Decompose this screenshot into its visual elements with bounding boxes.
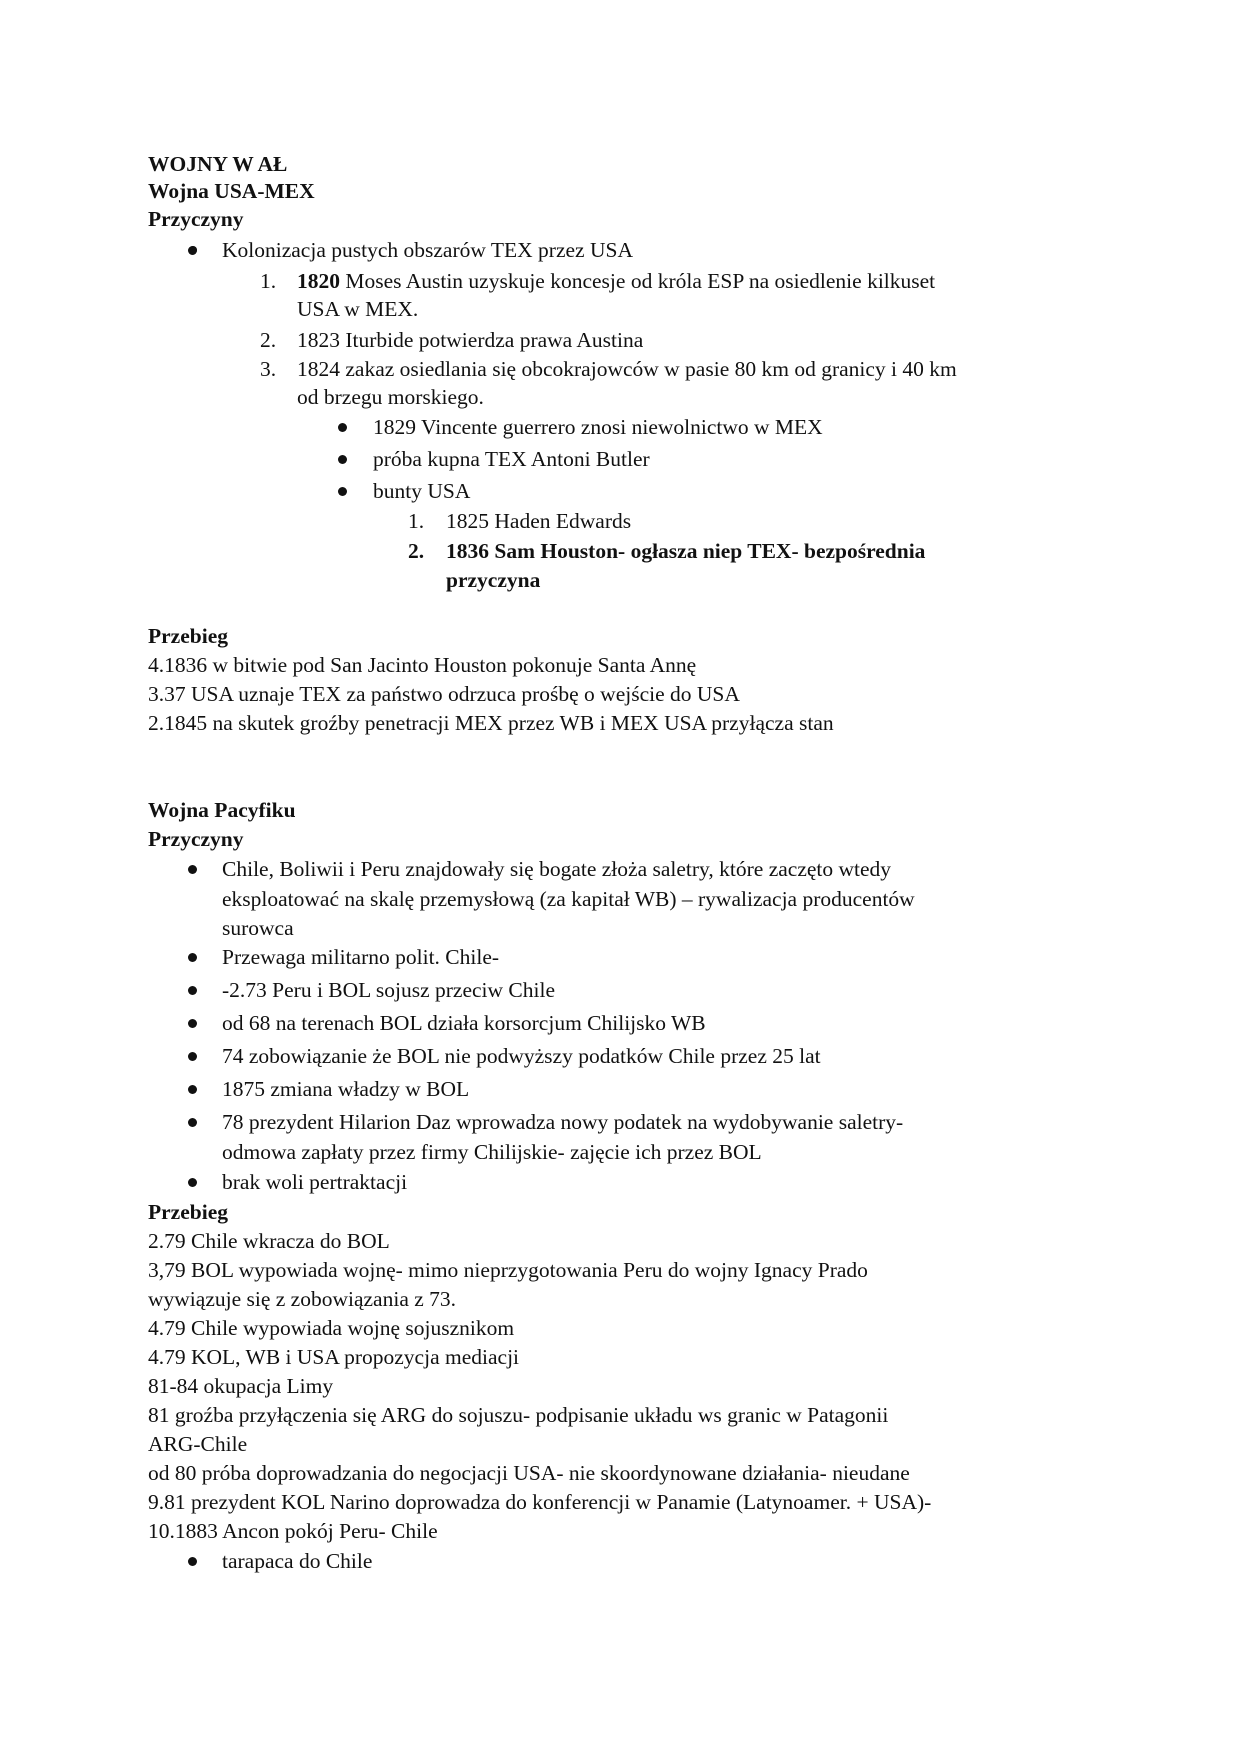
text-line: 10.1883 Ancon pokój Peru- Chile bbox=[148, 1519, 438, 1543]
bullet-dot bbox=[188, 1085, 197, 1094]
bullet-item: brak woli pertraktacji bbox=[222, 1170, 408, 1194]
bullet-dot bbox=[188, 986, 197, 995]
bullet-dot bbox=[338, 455, 347, 464]
bullet-dot bbox=[188, 246, 197, 255]
bullet-item: tarapaca do Chile bbox=[222, 1549, 373, 1573]
bullet-item-continuation: odmowa zapłaty przez firmy Chilijskie- zajęcie ich przez BOL bbox=[222, 1140, 762, 1164]
text-line: 3,79 BOL wypowiada wojnę- mimo nieprzygotowania Peru do wojny Ignacy Prado bbox=[148, 1258, 868, 1282]
list-item: 1820 Moses Austin uzyskuje koncesje od króla ESP na osiedlenie kilkuset bbox=[297, 269, 936, 293]
bullet-item: Przewaga militarno polit. Chile- bbox=[222, 945, 500, 969]
list-item-continuation: USA w MEX. bbox=[297, 297, 419, 321]
section-heading-pacific: Wojna Pacyfiku bbox=[148, 798, 296, 822]
bullet-item: Chile, Boliwii i Peru znajdowały się bogate złoża saletry, które zaczęto wtedy bbox=[222, 857, 892, 881]
text-line: 81-84 okupacja Limy bbox=[148, 1374, 334, 1398]
list-item: 1824 zakaz osiedlania się obcokrajowców w pasie 80 km od granicy i 40 km bbox=[297, 357, 957, 381]
document-title: WOJNY W AŁ bbox=[148, 152, 288, 176]
bullet-dot bbox=[188, 1178, 197, 1187]
list-number: 2. bbox=[260, 328, 277, 352]
text-line: 4.79 KOL, WB i USA propozycja mediacji bbox=[148, 1345, 520, 1369]
text-line: 3.37 USA uznaje TEX za państwo odrzuca prośbę o wejście do USA bbox=[148, 682, 740, 706]
bullet-dot bbox=[188, 1019, 197, 1028]
text-line: 4.1836 w bitwie pod San Jacinto Houston pokonuje Santa Annę bbox=[148, 653, 697, 677]
bullet-item: od 68 na terenach BOL działa korsorcjum Chilijsko WB bbox=[222, 1011, 706, 1035]
text-line: 4.79 Chile wypowiada wojnę sojusznikom bbox=[148, 1316, 515, 1340]
text-line: 81 groźba przyłączenia się ARG do sojuszu- podpisanie układu ws granic w Patagonii bbox=[148, 1403, 889, 1427]
bullet-dot bbox=[338, 423, 347, 432]
text-line: od 80 próba doprowadzania do negocjacji USA- nie skoordynowane działania- nieudane bbox=[148, 1461, 910, 1485]
text-line: 2.1845 na skutek groźby penetracji MEX przez WB i MEX USA przyłącza stan bbox=[148, 711, 834, 735]
list-number: 3. bbox=[260, 357, 277, 381]
bullet-dot bbox=[188, 1557, 197, 1566]
list-item-continuation: przyczyna bbox=[446, 568, 541, 592]
text-line: wywiązuje się z zobowiązania z 73. bbox=[148, 1287, 457, 1311]
text-line: 2.79 Chile wkracza do BOL bbox=[148, 1229, 390, 1253]
list-item-continuation: od brzegu morskiego. bbox=[297, 385, 484, 409]
bullet-dot bbox=[338, 487, 347, 496]
course-label: Przebieg bbox=[148, 1200, 228, 1224]
bullet-dot bbox=[188, 865, 197, 874]
list-item: 1825 Haden Edwards bbox=[446, 509, 632, 533]
sub-bullet-item: bunty USA bbox=[373, 479, 471, 503]
bullet-item: -2.73 Peru i BOL sojusz przeciw Chile bbox=[222, 978, 555, 1002]
bullet-item: 1875 zmiana władzy w BOL bbox=[222, 1077, 470, 1101]
section-heading-usa-mex: Wojna USA-MEX bbox=[148, 179, 315, 203]
sub-bullet-item: 1829 Vincente guerrero znosi niewolnictwo w MEX bbox=[373, 415, 823, 439]
bullet-item: 78 prezydent Hilarion Daz wprowadza nowy podatek na wydobywanie saletry- bbox=[222, 1110, 904, 1134]
bullet-dot bbox=[188, 1118, 197, 1127]
bullet-item-continuation: surowca bbox=[222, 916, 294, 940]
text-line: ARG-Chile bbox=[148, 1432, 248, 1456]
bullet-item: Kolonizacja pustych obszarów TEX przez USA bbox=[222, 238, 633, 262]
list-item: 1823 Iturbide potwierdza prawa Austina bbox=[297, 328, 644, 352]
list-item: 1836 Sam Houston- ogłasza niep TEX- bezpośrednia bbox=[446, 539, 926, 563]
bullet-item-continuation: eksploatować na skalę przemysłową (za kapitał WB) – rywalizacja producentów bbox=[222, 887, 915, 911]
course-label: Przebieg bbox=[148, 624, 228, 648]
bullet-dot bbox=[188, 1052, 197, 1061]
list-number: 1. bbox=[408, 509, 425, 533]
bullet-dot bbox=[188, 953, 197, 962]
causes-label: Przyczyny bbox=[148, 827, 244, 851]
bullet-item: 74 zobowiązanie że BOL nie podwyższy podatków Chile przez 25 lat bbox=[222, 1044, 821, 1068]
sub-bullet-item: próba kupna TEX Antoni Butler bbox=[373, 447, 650, 471]
causes-label: Przyczyny bbox=[148, 207, 244, 231]
list-number: 2. bbox=[408, 539, 425, 563]
text-line: 9.81 prezydent KOL Narino doprowadza do konferencji w Panamie (Latynoamer. + USA)- bbox=[148, 1490, 932, 1514]
list-number: 1. bbox=[260, 269, 277, 293]
